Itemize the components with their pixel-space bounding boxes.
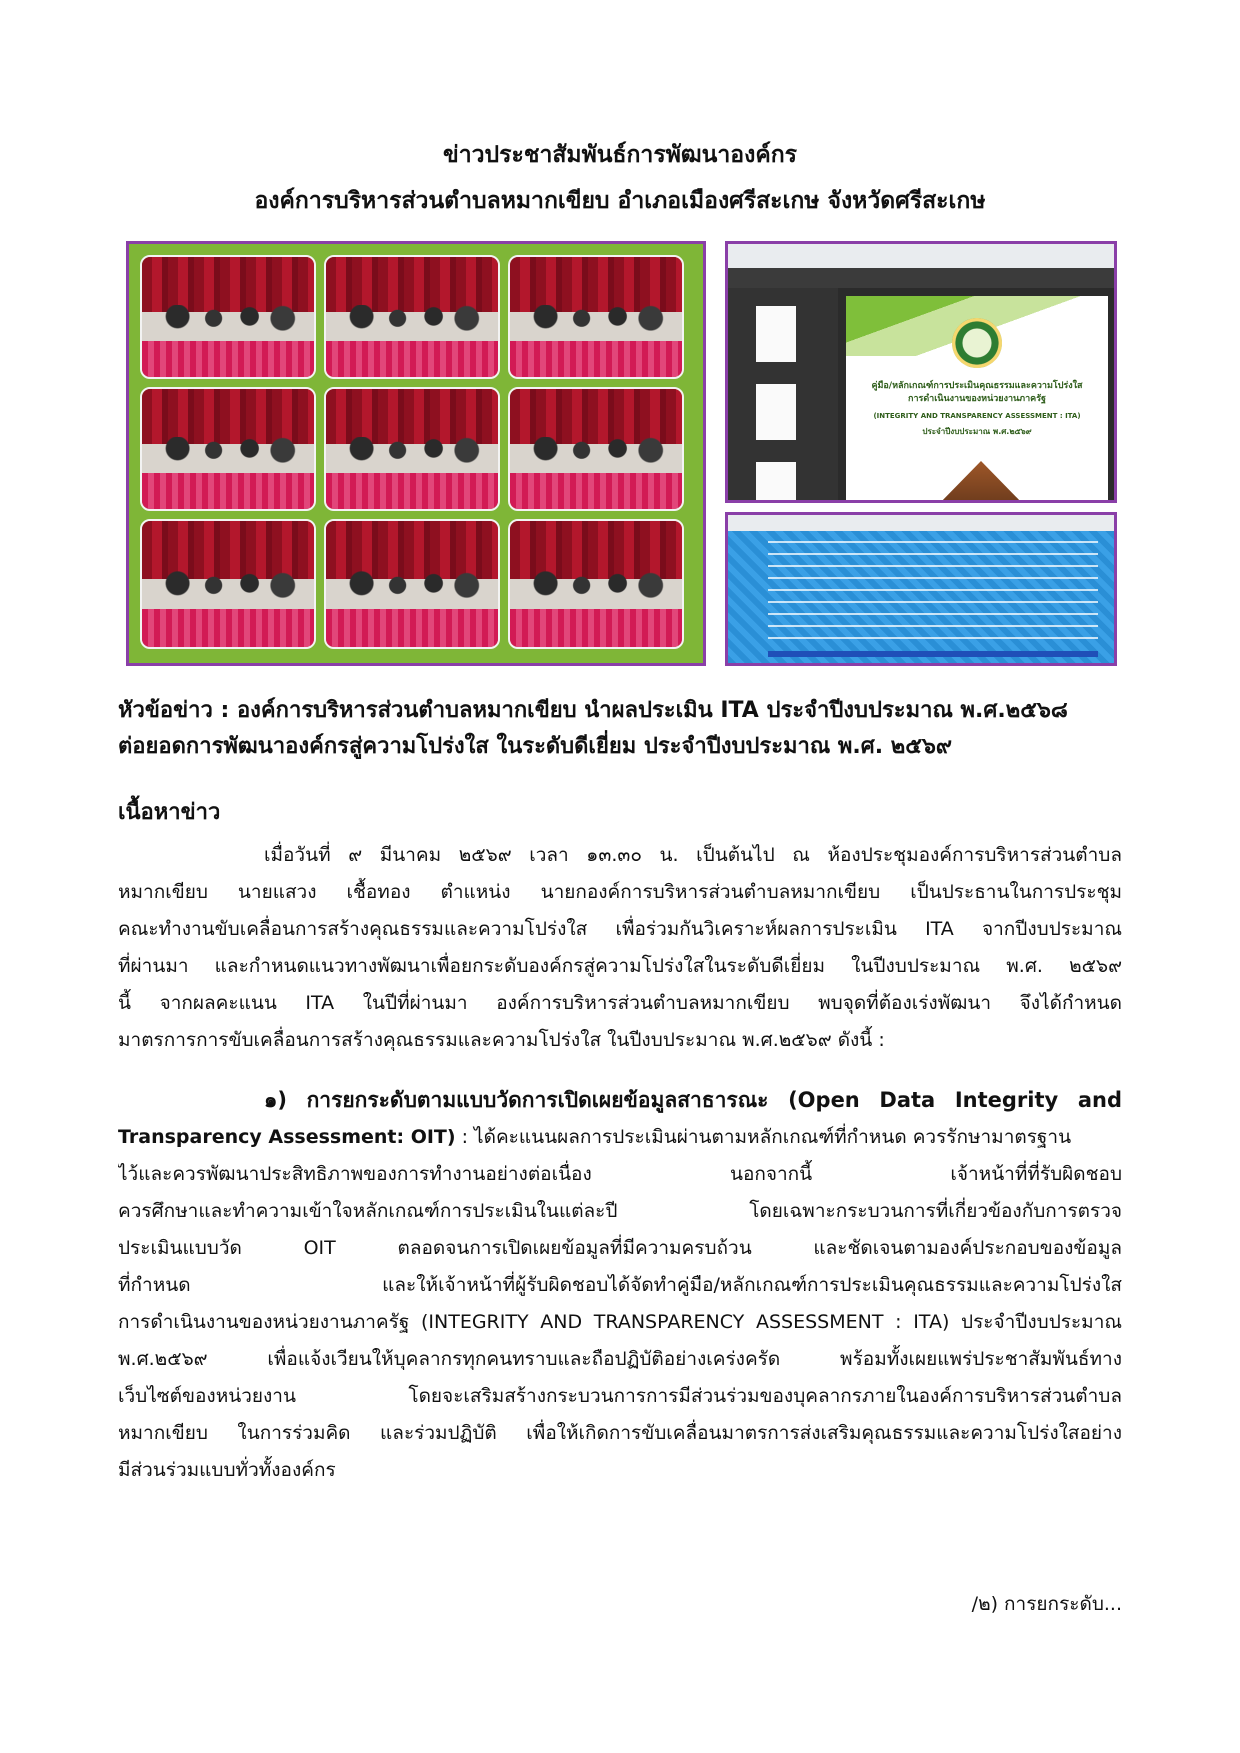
meeting-photo-collage bbox=[126, 241, 706, 666]
highlighted-row bbox=[768, 651, 1098, 657]
item-1-line: มีส่วนร่วมแบบทั่วทั้งองค์กร bbox=[118, 1459, 336, 1481]
item-1-line: การดำเนินงานของหน่วยงานภาครัฐ (INTEGRITY AND TRANSPARENCY ASSESSMENT : ITA) ประจำปีงบประมาณ bbox=[118, 1311, 1122, 1333]
continuation-footer: /๒) การยกระดับ... bbox=[971, 1593, 1122, 1615]
building-roof-icon bbox=[926, 456, 1036, 503]
pdf-cover-page bbox=[846, 296, 1108, 503]
cover-line-3: (INTEGRITY AND TRANSPARENCY ASSESSMENT : ITA) bbox=[873, 412, 1081, 420]
item-1-heading-cont: Transparency Assessment: OIT) bbox=[118, 1126, 456, 1148]
item-1-line: ประเมินแบบวัด OIT ตลอดจนการเปิดเผยข้อมูลที่มีความครบถ้วน และชัดเจนตามองค์ประกอบของข้อมูล bbox=[118, 1237, 1122, 1259]
item-1-line: ควรศึกษาและทำความเข้าใจหลักเกณฑ์การประเมินในแต่ละปี โดยเฉพาะกระบวนการที่เกี่ยวข้องกับการตรวจ bbox=[118, 1200, 1122, 1222]
headline-line-2: ต่อยอดการพัฒนาองค์กรสู่ความโปร่งใส ในระดับดีเยี่ยม ประจำปีงบประมาณ พ.ศ. ๒๕๖๙ bbox=[118, 734, 953, 759]
item-1-line-first bbox=[118, 1120, 1122, 1154]
cover-line-2: การดำเนินงานของหน่วยงานภาครัฐ bbox=[908, 394, 1046, 404]
meeting-photo bbox=[508, 255, 684, 379]
item-1-line: ไว้และควรพัฒนาประสิทธิภาพของการทำงานอย่างต่อเนื่อง นอกจากนี้ เจ้าหน้าที่ที่รับผิดชอบ bbox=[118, 1163, 1122, 1185]
paragraph-line: หมากเขียบ นายแสวง เชื้อทอง ตำแหน่ง นายกองค์การบริหารส่วนตำบลหมากเขียบ เป็นประธานในการประชุม bbox=[118, 881, 1122, 903]
item-1-line: หมากเขียบ ในการร่วมคิด และร่วมปฏิบัติ เพื่อให้เกิดการขับเคลื่อนมาตรการส่งเสริมคุณธรรมและความโปร่งใสอย่าง bbox=[118, 1422, 1122, 1444]
item-1-heading: ๑) การยกระดับตามแบบวัดการเปิดเผยข้อมูลสาธารณะ (Open Data Integrity and bbox=[264, 1088, 1122, 1112]
item-1-line: ที่กำหนด และให้เจ้าหน้าที่ผู้รับผิดชอบได้จัดทำคู่มือ/หลักเกณฑ์การประเมินคุณธรรมและความโปร่งใส bbox=[118, 1274, 1122, 1296]
meeting-photo bbox=[324, 519, 500, 649]
item-1-line: เว็บไซต์ของหน่วยงาน โดยจะเสริมสร้างกระบวนการการมีส่วนร่วมของบุคลากรภายในองค์การบริหารส่วนตำบล bbox=[118, 1385, 1122, 1407]
paragraph-line: มาตรการการขับเคลื่อนการสร้างคุณธรรมและความโปร่งใส ในปีงบประมาณ พ.ศ.๒๕๖๙ ดังนี้ : bbox=[118, 1029, 885, 1051]
meeting-photo bbox=[140, 255, 316, 379]
page-thumbnail bbox=[756, 384, 796, 440]
meeting-photo bbox=[508, 519, 684, 649]
meeting-photo bbox=[508, 387, 684, 511]
cover-line-1: คู่มือ/หลักเกณฑ์การประเมินคุณธรรมและความโปร่งใส bbox=[871, 381, 1083, 391]
meeting-photo bbox=[324, 387, 500, 511]
page-title: ข่าวประชาสัมพันธ์การพัฒนาองค์กร bbox=[443, 142, 797, 168]
seal-icon bbox=[952, 318, 1002, 368]
cover-line-4: ประจำปีงบประมาณ พ.ศ.๒๕๖๙ bbox=[922, 427, 1032, 436]
pdf-viewer-screenshot bbox=[725, 241, 1117, 503]
page-subtitle: องค์การบริหารส่วนตำบลหมากเขียบ อำเภอเมืองศรีสะเกษ จังหวัดศรีสะเกษ bbox=[254, 188, 986, 214]
page-thumbnail bbox=[756, 462, 796, 503]
paragraph-line: คณะทำงานขับเคลื่อนการสร้างคุณธรรมและความโปร่งใส เพื่อร่วมกันวิเคราะห์ผลการประเมิน ITA จากปีงบประมาณ bbox=[118, 918, 1122, 940]
website-screenshot bbox=[725, 512, 1117, 666]
meeting-photo bbox=[140, 387, 316, 511]
pdf-thumbnails bbox=[728, 288, 838, 503]
content-label: เนื้อหาข่าว bbox=[118, 800, 221, 825]
meeting-photo bbox=[140, 519, 316, 649]
headline-line-1: หัวข้อข่าว : องค์การบริหารส่วนตำบลหมากเขียบ นำผลประเมิน ITA ประจำปีงบประมาณ พ.ศ.๒๕๖๘ bbox=[118, 698, 1068, 723]
meeting-photo bbox=[324, 255, 500, 379]
browser-address-bar bbox=[728, 515, 1114, 531]
item-1-text: : ได้คะแนนผลการประเมินผ่านตามหลักเกณฑ์ที่กำหนด ควรรักษามาตรฐาน bbox=[455, 1126, 1072, 1148]
paragraph-line: นี้ จากผลคะแนน ITA ในปีที่ผ่านมา องค์การบริหารส่วนตำบลหมากเขียบ พบจุดที่ต้องเร่งพัฒนา จึงได้กำหนด bbox=[118, 992, 1122, 1014]
browser-address-bar bbox=[728, 244, 1114, 268]
pdf-toolbar bbox=[728, 268, 1114, 288]
paragraph-line: ที่ผ่านมา และกำหนดแนวทางพัฒนาเพื่อยกระดับองค์กรสู่ความโปร่งใสในระดับดีเยี่ยม ในปีงบประมาณ พ.ศ. ๒๕๖๙ bbox=[118, 955, 1122, 977]
page-thumbnail bbox=[756, 306, 796, 362]
item-1-line: พ.ศ.๒๕๖๙ เพื่อแจ้งเวียนให้บุคลากรทุกคนทราบและถือปฏิบัติอย่างเคร่งครัด พร้อมทั้งเผยแพร่ประชาสัมพันธ์ทาง bbox=[118, 1348, 1122, 1370]
paragraph-line: เมื่อวันที่ ๙ มีนาคม ๒๕๖๙ เวลา ๑๓.๓๐ น. เป็นต้นไป ณ ห้องประชุมองค์การบริหารส่วนตำบล bbox=[264, 844, 1122, 866]
